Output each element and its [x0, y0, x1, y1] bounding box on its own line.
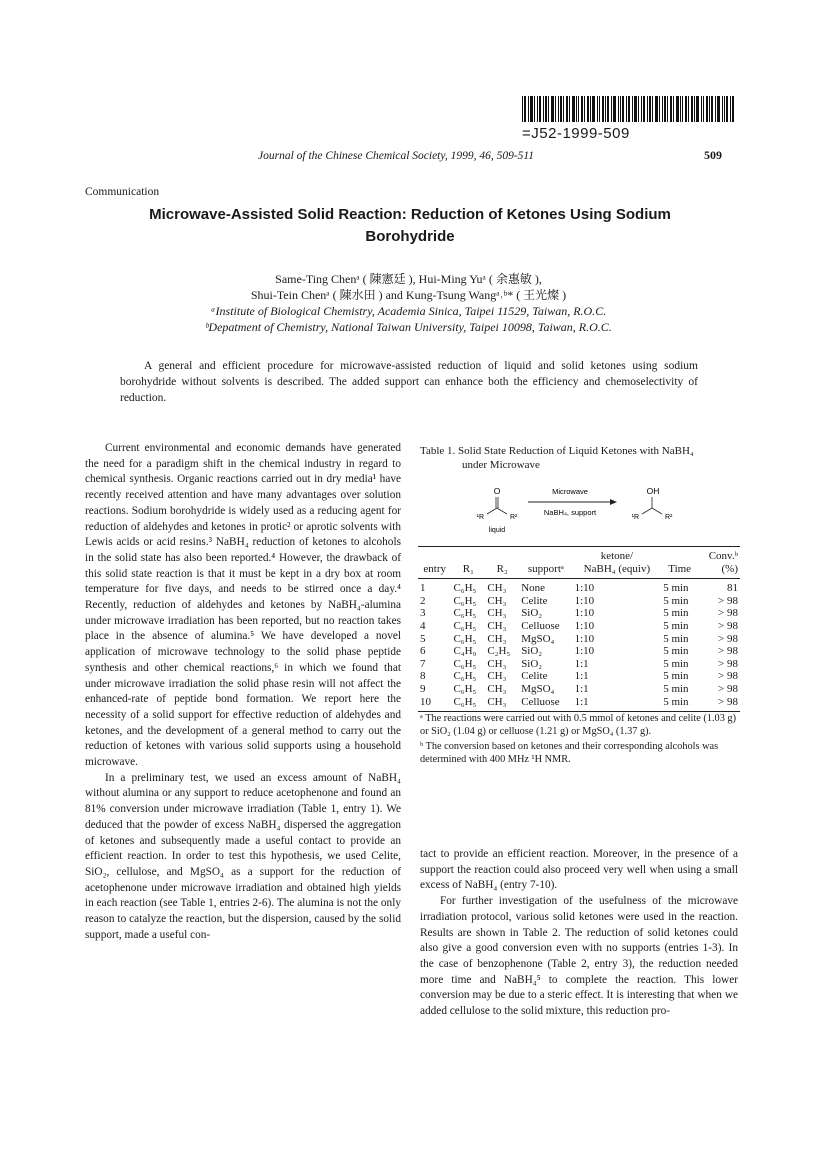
barcode-bar [543, 96, 544, 122]
barcode-bar [569, 96, 570, 122]
table-cell: Celite [521, 670, 548, 683]
table-header-row [418, 563, 740, 579]
reactant-r2-label: R² [510, 514, 518, 521]
barcode-bar [643, 96, 645, 122]
barcode-bar [578, 96, 579, 122]
table-cell: 3 [420, 607, 426, 620]
table-cell: CH₃ [487, 632, 507, 645]
reactant-oxygen-label: O [493, 486, 501, 496]
barcode-bar [545, 96, 547, 122]
barcode-bar [534, 96, 535, 122]
table-cell: 1:1 [574, 682, 589, 695]
barcode-bar [649, 96, 651, 122]
table-cell: MgSO₄ [521, 682, 555, 695]
table-cell: CH₃ [485, 696, 519, 712]
table-cell: SiO₂ [521, 645, 543, 658]
barcode-bar [572, 96, 575, 122]
table-cell: 1:1 [574, 670, 589, 683]
barcode-bar [613, 96, 616, 122]
body-paragraph: For further investigation of the usefulness of the microwave irradiation protocol, various solid ketones were used in the reaction. Results are shown in Table 2. The reduction of solid ketones could also give a good conversion even with no supports (entries 1-3). In the case of benzophenone (Table 2, entry 3), the reduction needed more time and NaBH₄⁵ to complete the reaction. This lower conversion may be due to a steric effect. It is interesting that when we added cellulose to the solid mixture, this reduction pro- [420, 895, 738, 1018]
table-cell: C₄H₉ [453, 645, 477, 658]
barcode-bar [584, 96, 585, 122]
barcode-bar [539, 96, 541, 122]
barcode-bar [709, 96, 710, 122]
table-row [418, 683, 740, 696]
product-r2-label: R² [665, 514, 673, 521]
table-cell: > 98 [718, 607, 738, 620]
table-header-row-top [418, 547, 740, 563]
arrow-top-label: Microwave [552, 487, 588, 496]
barcode-bar [620, 96, 621, 122]
barcode-bar [555, 96, 556, 122]
barcode-bar [717, 96, 720, 122]
reaction-scheme [470, 484, 700, 546]
barcode-bar [581, 96, 583, 122]
barcode-bar [607, 96, 609, 122]
author-block [150, 271, 667, 335]
header-percent: (%) [698, 563, 740, 579]
barcode-bar [641, 96, 642, 122]
reactant-r1-label: ¹R [476, 514, 484, 521]
reactant-bond-left [487, 508, 497, 514]
barcode-bar [590, 96, 591, 122]
results-table [418, 546, 740, 712]
table-cell: 5 min [663, 632, 689, 645]
table-row [418, 595, 740, 608]
table-cell: C₆H₅ [451, 696, 485, 712]
paper-title: Microwave-Assisted Solid Reaction: Reduction of Ketones Using Sodium Borohydride [149, 206, 671, 245]
barcode-bar [558, 96, 559, 122]
barcode-bar [566, 96, 568, 122]
body-paragraph: tact to provide an efficient reaction. Moreover, in the presence of a support the reaction could also proceed very well when using a small excess of NaBH₄ (entry 7-10). [420, 848, 738, 892]
barcode-bar [711, 96, 713, 122]
table-cell: 1:1 [573, 696, 662, 712]
table-row [418, 633, 740, 646]
barcode-bar [522, 96, 523, 122]
table-cell: 4 [420, 619, 426, 632]
table-cell: C₆H₅ [453, 607, 477, 620]
journal-citation: Journal of the Chinese Chemical Society, 1999, 46, 509-511 [258, 150, 535, 162]
footnote-a: ᵃ The reactions were carried out with 0.5 mmol of ketones and celite (1.03 g) or SiO₂ (1.04 g) or celluose (1.21 g) or MgSO₄ (1.37 g). [420, 713, 737, 737]
barcode-bar [587, 96, 589, 122]
barcode-bar [528, 96, 529, 122]
barcode-bar [685, 96, 687, 122]
table-cell: 5 min [663, 670, 689, 683]
table-cell: C₂H₅ [487, 645, 511, 658]
barcode-bar [622, 96, 624, 122]
table-cell: 10 [418, 696, 451, 712]
table-cell: 5 min [663, 594, 689, 607]
table-cell: CH₃ [487, 657, 507, 670]
barcode-bar [652, 96, 653, 122]
barcode-bar [576, 96, 577, 122]
barcode-bar [694, 96, 695, 122]
author-line-1: Same-Ting Chenᵃ ( 陳憲廷 ), Hui-Ming Yuᵃ ( 余惠敏 ), [275, 272, 542, 286]
table-cell: C₆H₅ [453, 670, 477, 683]
author-line-2: Shui-Tein Chenᵃ ( 陳水田 ) and Kung-Tsung Wangᵃ˒ᵇ* ( 王光燦 ) [250, 288, 567, 302]
table-cell: SiO₂ [521, 607, 543, 620]
table-caption-line-2: under Microwave [462, 459, 540, 471]
table-cell: 8 [420, 670, 426, 683]
table-cell: CH₃ [487, 582, 507, 595]
product-r1-label: ¹R [631, 514, 639, 521]
table-cell: C₆H₅ [453, 594, 477, 607]
product-oh-label: OH [646, 486, 660, 496]
barcode-bar [722, 96, 723, 122]
barcode-bar [732, 96, 734, 122]
header-r2: R₂ [485, 563, 519, 579]
table-cell: Celluose [521, 619, 560, 632]
table-1 [418, 546, 740, 712]
table-cell: 1:10 [574, 632, 595, 645]
table-cell: None [521, 582, 546, 595]
barcode-bar [701, 96, 702, 122]
barcode-bar [682, 96, 683, 122]
barcode-bar [662, 96, 663, 122]
table-cell: 6 [420, 645, 426, 658]
barcode-bar [592, 96, 595, 122]
table-cell: 5 min [663, 645, 689, 658]
barcode-bar [638, 96, 639, 122]
barcode-bar [599, 96, 600, 122]
affiliation-b: ᵇDepatment of Chemistry, National Taiwan University, Taipei 10098, Taiwan, R.O.C. [205, 320, 612, 334]
table-caption-line-1: Table 1. Solid State Reduction of Liquid Ketones with NaBH₄ [420, 445, 694, 457]
right-column [420, 847, 738, 1020]
arrow-bottom-label: NaBH₄, support [543, 508, 597, 517]
table-cell: MgSO₄ [521, 632, 555, 645]
table-cell: C₆H₅ [453, 657, 477, 670]
table-cell: 5 min [661, 696, 698, 712]
barcode-bar [537, 96, 538, 122]
barcode-bar [628, 96, 630, 122]
table-row [418, 620, 740, 633]
barcode-bar [551, 96, 554, 122]
header-ketone: ketone/ [573, 547, 662, 563]
barcode-bar [688, 96, 689, 122]
table-cell: 5 [420, 632, 426, 645]
header-conv: Conv.ᵇ [698, 547, 740, 563]
barcode-bar [696, 96, 699, 122]
table-cell: 5 min [663, 657, 689, 670]
page-number: 509 [704, 148, 722, 162]
barcode-bar [726, 96, 728, 122]
table-row [418, 645, 740, 658]
table-cell: 2 [420, 594, 426, 607]
body-paragraph: Current environmental and economic demands have generated the need for a paradigm shift in the chemical industry in regard to chemical synthesis. Organic reactions carried out in dry media¹ have recently received attention and have many advantages over solution reactions. Sodium borohydride is widely used as a reducing agent for reduction of aldehydes and ketones in protic² or aprotic solvents with Lewis acids or acid resins.³ NaBH₄ reduction of ketones to alcohols in the solid state has also been reported.⁴ However, the drawback of this solid state reaction is that it must be kept in a dry box at room temperature for five days, and needs to be stirred once a day.⁴ Recently, reduction of aldehydes and ketones by NaBH₄-alumina under microwave irradiation has been reported, but no reaction takes place in the absence of alumina.⁵ We have developed a novel application of microwave technology to the solid phase peptide synthesis and other chemical reactions,⁶ in which we found that under microwave irradiation the solid phase resin will not affect the enhanced-rate of peptide bond formation. We report here the necessity of a solid support for effective reduction of aldehydes and ketones, and the development of a general method to carry out the reduction of ketones with various solid supports using a household microwave. [85, 442, 401, 769]
barcode-bar [618, 96, 619, 122]
barcode-bar [548, 96, 549, 122]
table-footnotes [420, 712, 738, 768]
table-cell: 81 [727, 582, 738, 595]
table-cell: > 98 [718, 645, 738, 658]
header-support: supportᵃ [519, 563, 572, 579]
table-cell: CH₃ [487, 682, 507, 695]
barcode-bar [560, 96, 562, 122]
abstract: A general and efficient procedure for microwave-assisted reduction of liquid and solid ketones using sodium borohydride without solvents is described. The added support can enhance both the efficiency and chemoselectivity of reduction. [120, 360, 698, 404]
header-entry: entry [418, 563, 451, 579]
table-cell: 1:10 [574, 582, 595, 595]
table-row [418, 607, 740, 620]
table-cell: > 98 [718, 632, 738, 645]
barcode-bar [632, 96, 633, 122]
barcode-bar [670, 96, 672, 122]
table-cell: C₆H₅ [453, 682, 477, 695]
table-cell: 5 min [663, 682, 689, 695]
reaction-arrowhead [610, 499, 617, 505]
table-row [418, 670, 740, 683]
table-cell: SiO₂ [521, 657, 543, 670]
barcode-bar [611, 96, 612, 122]
barcode-bar [655, 96, 658, 122]
table-cell: 1:1 [574, 657, 589, 670]
table-cell: > 98 [718, 657, 738, 670]
table-cell: 5 min [663, 582, 689, 595]
table-cell: > 98 [718, 670, 738, 683]
table-cell: C₆H₅ [453, 619, 477, 632]
table-cell: 5 min [663, 607, 689, 620]
barcode-bar [715, 96, 716, 122]
table-cell: Celite [521, 594, 548, 607]
table-row [418, 579, 740, 595]
table-cell: CH₃ [487, 619, 507, 632]
product-bond-right [652, 508, 662, 514]
reactant-bond-right [497, 508, 507, 514]
table-cell: 7 [420, 657, 426, 670]
left-column [85, 441, 401, 944]
table-cell: > 98 [718, 682, 738, 695]
barcode-bar [597, 96, 598, 122]
table-cell: 1:10 [574, 619, 595, 632]
barcode-bar [691, 96, 693, 122]
barcode-bar [524, 96, 526, 122]
body-paragraph: In a preliminary test, we used an excess amount of NaBH₄ without alumina or any support to reduce acetophenone and found an 81% conversion under microwave irradiation (Table 1, entry 1). We deduced that the powder of excess NaBH₄ dispersed the aggregation of ketones and subsequently made a useful contact to provide an efficient reaction. In order to test this hypothesis, we used Celite, SiO₂, cellulose, and MgSO₄ as a support for the reduction of acetophenone under microwave irradiation and obtained high yields in each reaction (see Table 1, entries 2-6). The alumina is not the only reason to catalyze the reaction, but the dispersion, caused by the solid support, made a useful con- [85, 771, 401, 941]
table-cell: 1:10 [574, 594, 595, 607]
footnote-b: ᵇ The conversion based on ketones and their corresponding alcohols was determined with 400 MHz ¹H NMR. [420, 741, 719, 765]
table-cell: CH₃ [487, 594, 507, 607]
table-cell: Celluose [519, 696, 572, 712]
barcode-bar [680, 96, 681, 122]
table-cell: > 98 [698, 696, 740, 712]
table-cell: CH₃ [487, 670, 507, 683]
product-bond-left [642, 508, 652, 514]
header-nabh4: NaBH₄ (equiv) [573, 563, 662, 579]
table-row [418, 696, 740, 712]
header-time: Time [661, 563, 698, 579]
phase-label: liquid [488, 527, 506, 534]
barcode-bar [634, 96, 637, 122]
barcode-bar [602, 96, 604, 122]
table-cell: 5 min [663, 619, 689, 632]
barcode-bar [724, 96, 725, 122]
barcode-bar [530, 96, 533, 122]
table-cell: 9 [420, 682, 426, 695]
affiliation-a: ᵃInstitute of Biological Chemistry, Academia Sinica, Taipei 11529, Taiwan, R.O.C. [210, 304, 607, 318]
barcode-bar [667, 96, 668, 122]
barcode-number: =J52-1999-509 [522, 125, 630, 142]
barcode-bar [605, 96, 606, 122]
table-cell: 1:10 [574, 645, 595, 658]
table-caption [420, 444, 738, 472]
barcode-bar [647, 96, 648, 122]
table-cell: > 98 [718, 594, 738, 607]
table-cell: CH₃ [487, 607, 507, 620]
table-cell: 1:10 [574, 607, 595, 620]
barcode-bar [706, 96, 708, 122]
table-cell: C₆H₅ [453, 582, 477, 595]
table-cell: 1 [420, 582, 426, 595]
table-cell: C₆H₅ [453, 632, 477, 645]
barcode-bar [673, 96, 674, 122]
header-r1: R₁ [451, 563, 485, 579]
section-label: Communication [85, 186, 160, 198]
barcode-bar [626, 96, 627, 122]
barcode-bar [664, 96, 666, 122]
barcode-bar [676, 96, 679, 122]
table-row [418, 658, 740, 671]
barcode-bar [659, 96, 660, 122]
barcode-bar [703, 96, 704, 122]
barcode-bar [563, 96, 564, 122]
barcode-bar [730, 96, 731, 122]
barcode [522, 96, 738, 122]
table-cell: > 98 [718, 619, 738, 632]
